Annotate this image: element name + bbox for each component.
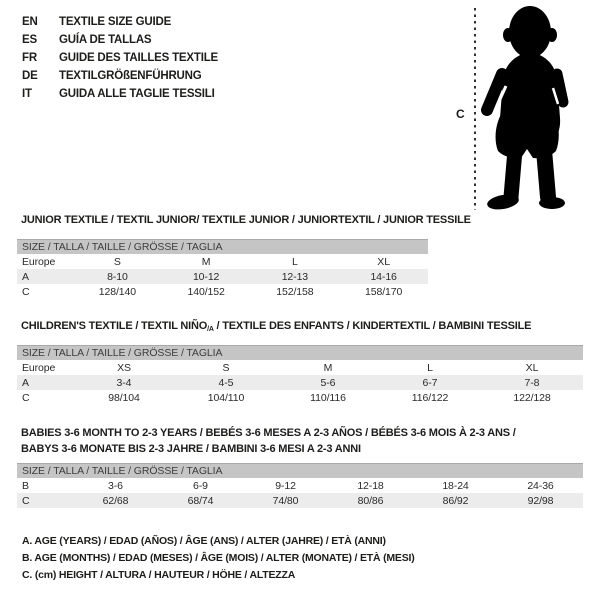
- children-size-table: [17, 345, 583, 405]
- junior-size-table: [17, 239, 428, 299]
- language-row-fr: [22, 49, 218, 67]
- babies-title-line1: BABIES 3-6 MONTH TO 2-3 YEARS / BEBÉS 3-6 MESES A 2-3 AÑOS / BÉBÉS 3-6 MOIS À 2-3 ANS /: [21, 427, 516, 439]
- babies-size-table: [17, 463, 583, 508]
- language-code: DE: [22, 70, 38, 82]
- size-cell: 158/170: [364, 285, 403, 298]
- size-cell: 104/110: [207, 391, 245, 404]
- babies-table-title: [21, 425, 516, 457]
- size-cell: 140/152: [187, 285, 225, 298]
- language-row-de: [22, 67, 218, 85]
- size-cell: 5-6: [320, 376, 336, 389]
- size-cell: L: [292, 255, 298, 268]
- size-cell: 128/140: [98, 285, 136, 298]
- size-cell: 12-13: [281, 270, 309, 283]
- size-cell: 98/104: [108, 391, 140, 404]
- size-cell: 9-12: [275, 479, 296, 492]
- row-label: C: [22, 494, 30, 507]
- size-cell: 116/122: [411, 391, 449, 404]
- legend-line-a: A. AGE (YEARS) / EDAD (AÑOS) / ÂGE (ANS) / ALTER (JAHRE) / ETÀ (ANNI): [22, 535, 386, 547]
- size-cell: S: [222, 361, 230, 374]
- size-cell: M: [201, 255, 211, 268]
- language-code: ES: [22, 34, 37, 46]
- size-cell: 80/86: [357, 494, 384, 507]
- language-code: EN: [22, 16, 38, 28]
- language-label: GUIDA ALLE TAGLIE TESSILI: [59, 88, 215, 100]
- size-cell: XL: [525, 361, 539, 374]
- size-cell: 62/68: [102, 494, 129, 507]
- size-cell: 68/74: [187, 494, 214, 507]
- table-row: [17, 478, 583, 493]
- legend-line-c: C. (cm) HEIGHT / ALTURA / HAUTEUR / HÖHE / ALTEZZA: [22, 569, 296, 581]
- table-row: [17, 375, 583, 390]
- size-cell: 24-36: [527, 479, 554, 492]
- title-part: / TEXTILE DES ENFANTS / KINDERTEXTIL / BAMBINI TESSILE: [213, 320, 532, 332]
- size-cell: 74/80: [272, 494, 299, 507]
- language-label: TEXTILGRÖßENFÜHRUNG: [59, 70, 202, 82]
- children-table-title: [21, 320, 531, 333]
- table-row: [17, 360, 583, 375]
- row-label: A: [22, 376, 29, 389]
- size-cell: 10-12: [192, 270, 220, 283]
- language-code: FR: [22, 52, 37, 64]
- size-cell: 4-5: [218, 376, 234, 389]
- language-row-es: [22, 31, 218, 49]
- size-cell: M: [323, 361, 333, 374]
- size-cell: 122/128: [513, 391, 551, 404]
- language-code: IT: [22, 88, 32, 100]
- size-cell: S: [113, 255, 121, 268]
- size-cell: L: [427, 361, 433, 374]
- measure-legend: [22, 533, 415, 584]
- title-part: CHILDREN'S TEXTILE / TEXTIL NIÑO: [21, 320, 208, 332]
- row-label: C: [22, 391, 30, 404]
- babies-title-line2: BABYS 3-6 MONATE BIS 2-3 JAHRE / BAMBINI 3-6 MESI A 2-3 ANNI: [21, 443, 361, 455]
- language-row-en: [22, 13, 218, 31]
- row-label: B: [22, 479, 29, 492]
- legend-line-b: B. AGE (MONTHS) / EDAD (MESES) / ÂGE (MOIS) / ALTER (MONATE) / ETÀ (MESI): [22, 552, 415, 564]
- size-cell: 8-10: [107, 270, 128, 283]
- size-cell: 12-18: [357, 479, 384, 492]
- row-label: A: [22, 270, 29, 283]
- language-title-list: [22, 13, 218, 103]
- size-cell: 18-24: [442, 479, 469, 492]
- table-row: [17, 493, 583, 508]
- language-label: TEXTILE SIZE GUIDE: [59, 16, 172, 28]
- size-header-bar: SIZE / TALLA / TAILLE / GRÖSSE / TAGLIA: [17, 463, 583, 478]
- size-cell: 6-7: [422, 376, 438, 389]
- size-cell: XS: [117, 361, 131, 374]
- size-cell: 92/98: [527, 494, 554, 507]
- table-row: [17, 284, 428, 299]
- size-cell: 6-9: [193, 479, 208, 492]
- table-row: [17, 254, 428, 269]
- size-cell: 110/116: [310, 391, 346, 404]
- height-measure-label: C: [456, 107, 465, 121]
- row-label: Europe: [22, 361, 56, 374]
- baby-silhouette-icon: [486, 6, 565, 212]
- language-label: GUIDE DES TAILLES TEXTILE: [59, 52, 218, 64]
- junior-table-title: JUNIOR TEXTILE / TEXTIL JUNIOR/ TEXTILE JUNIOR / JUNIORTEXTIL / JUNIOR TESSILE: [21, 214, 471, 226]
- size-cell: 86/92: [442, 494, 469, 507]
- size-cell: 152/158: [276, 285, 314, 298]
- size-cell: 3-4: [116, 376, 132, 389]
- size-cell: XL: [377, 255, 390, 268]
- size-header-bar: SIZE / TALLA / TAILLE / GRÖSSE / TAGLIA: [17, 239, 428, 254]
- language-label: GUÍA DE TALLAS: [59, 34, 152, 46]
- table-row: [17, 390, 583, 405]
- size-cell: 14-16: [370, 270, 397, 283]
- row-label: Europe: [22, 255, 56, 268]
- language-row-it: [22, 85, 218, 103]
- table-row: [17, 269, 428, 284]
- title-subscript: /A: [207, 326, 214, 333]
- size-cell: 7-8: [524, 376, 540, 389]
- size-header-bar: SIZE / TALLA / TAILLE / GRÖSSE / TAGLIA: [17, 345, 583, 360]
- size-cell: 3-6: [108, 479, 123, 492]
- row-label: C: [22, 285, 30, 298]
